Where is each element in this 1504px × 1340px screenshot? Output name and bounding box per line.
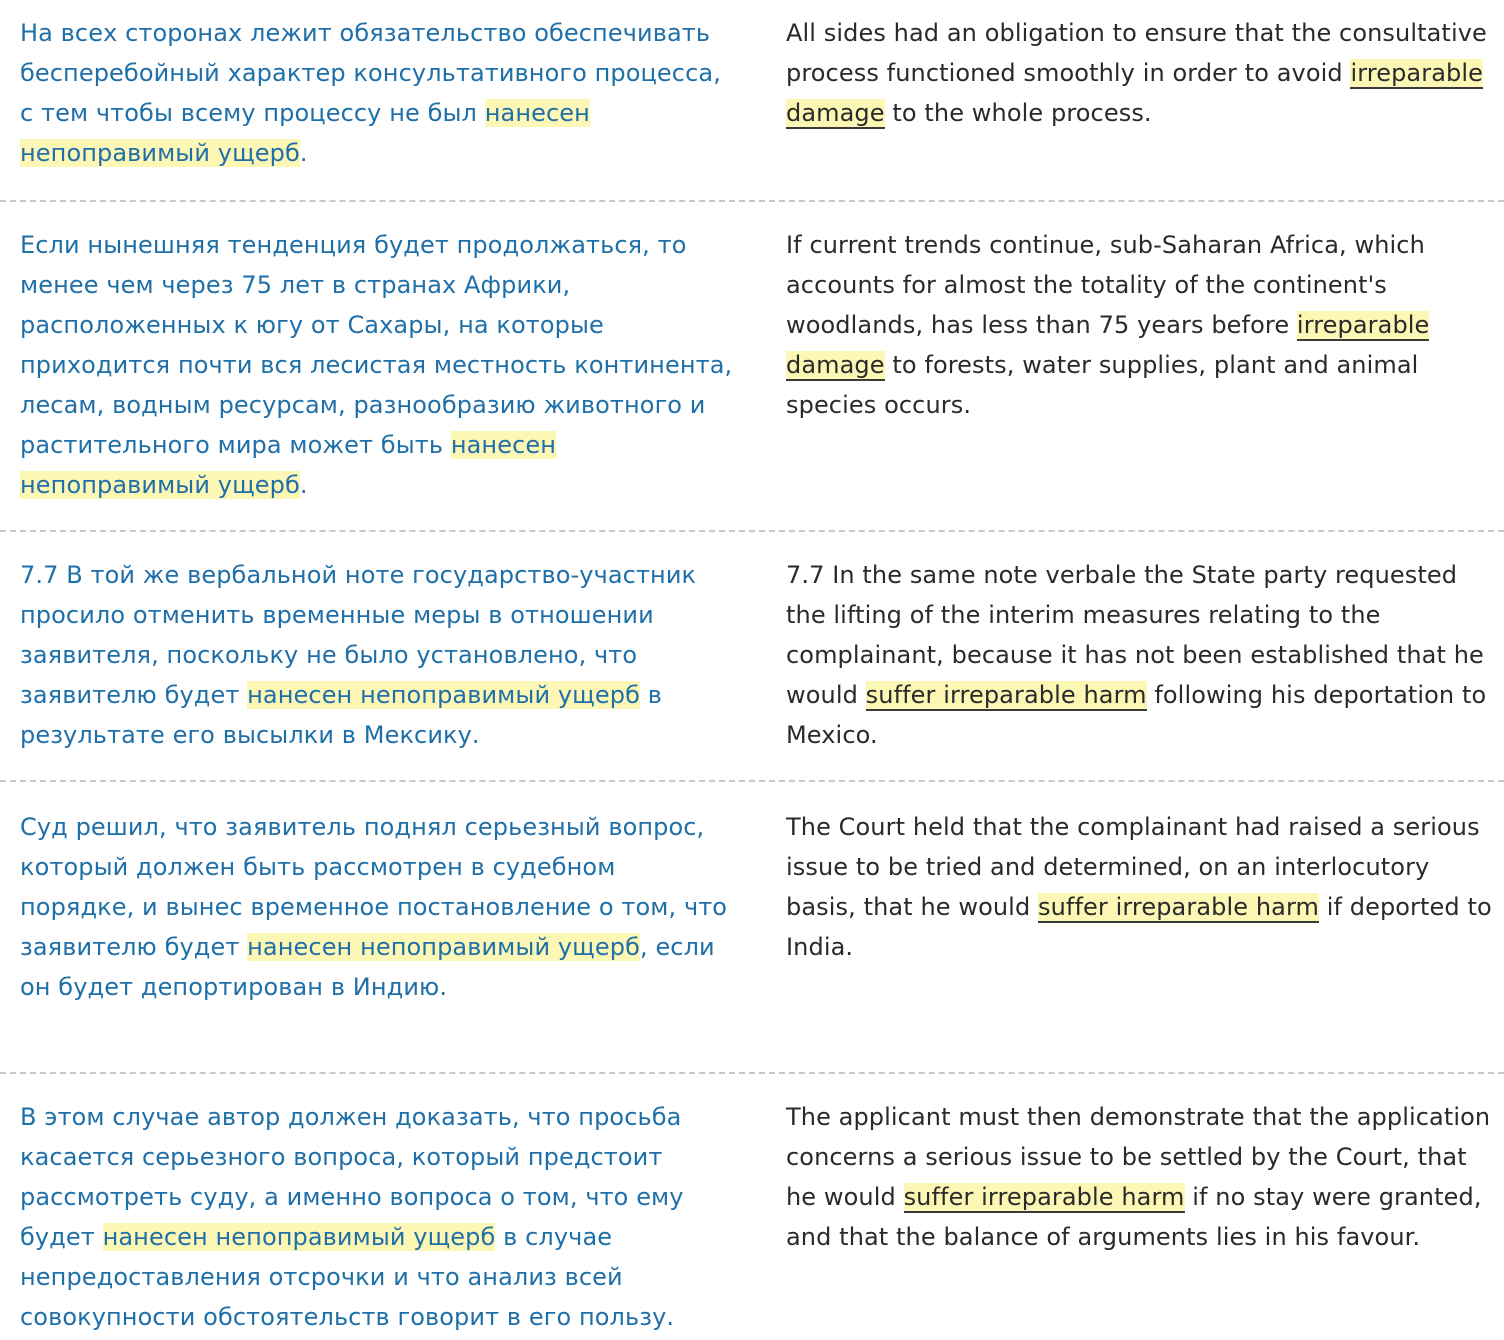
target-text-after: to forests, water supplies, plant and animal species occurs. [786,351,1419,419]
source-text-after: . [299,471,308,499]
target-text-after: if deported to India. [786,893,1492,961]
source-text-after: в случае непредоставления отсрочки и что анализ всей совокупности обстоятельств говорит в его пользу. [20,1223,675,1331]
source-text [20,555,736,755]
example-pair [0,202,1504,532]
source-text-before: В этом случае автор должен доказать, что просьба касается серьезного вопроса, который предстоит рассмотреть суду, а именно вопроса о том, что ему будет [20,1103,684,1251]
source-text [20,807,736,1007]
example-pair [0,0,1504,202]
source-highlight: нанесен непоправимый ущерб [102,1223,496,1251]
target-highlight: irreparable damage [786,311,1430,379]
target-highlight: irreparable damage [786,59,1483,127]
target-text-before: The Court held that the complainant had raised a serious issue to be tried and determined, on an interlocutory basis, that he would [786,813,1480,921]
target-sentence [766,13,1504,200]
target-sentence [766,555,1504,780]
example-pair [0,1074,1504,1340]
target-text-before: All sides had an obligation to ensure that the consultative process functioned smoothly in order to avoid [786,19,1487,87]
source-text [20,225,736,505]
source-highlight: нанесен непоправимый ущерб [247,933,640,961]
target-text-before: If current trends continue, sub-Saharan Africa, which accounts for almost the totality of the continent's woodlands, has less than 75 years before [786,231,1425,339]
source-text [20,1097,736,1337]
source-highlight: нанесен непоправимый ущерб [247,681,640,709]
target-text [786,13,1494,133]
target-sentence [766,1097,1504,1340]
example-pair [0,532,1504,782]
target-text [786,225,1494,425]
source-highlight: нанесен непоправимый ущерб [20,431,557,499]
target-sentence [766,807,1504,1072]
source-sentence [0,807,766,1072]
target-text-before: 7.7 In the same note verbale the State party requested the lifting of the interim measures relating to the complainant, because it has not been established that he would [786,561,1484,709]
source-text-before: Суд решил, что заявитель поднял серьезный вопрос, который должен быть рассмотрен в судебном порядке, и вынес временное постановление о том, что заявителю будет [20,813,728,961]
target-highlight: suffer irreparable harm [1038,893,1319,921]
source-sentence [0,13,766,200]
source-sentence [0,1097,766,1340]
source-text-after: в результате его высылки в Мексику. [20,681,662,749]
source-sentence [0,555,766,780]
source-text-before: На всех сторонах лежит обязательство обеспечивать бесперебойный характер консультативного процесса, с тем чтобы всему процессу не был [20,19,721,127]
target-text-after: following his deportation to Mexico. [786,681,1487,749]
source-text [20,13,736,173]
target-sentence [766,225,1504,530]
target-text [786,1097,1494,1257]
source-text-before: Если нынешняя тенденция будет продолжаться, то менее чем через 75 лет в странах Африки, расположенных к югу от Сахары, на которые приходится почти вся лесистая местность континента, лесам, водным ресурсам, разнообразию животного и растительного мира может быть [20,231,733,459]
source-highlight: нанесен непоправимый ущерб [20,99,590,167]
target-text [786,555,1494,755]
target-text-before: The applicant must then demonstrate that the application concerns a serious issue to be settled by the Court, that he would [786,1103,1491,1211]
source-text-before: 7.7 В той же вербальной ноте государство-участник просило отменить временные меры в отношении заявителя, поскольку не было установлено, что заявителю будет [20,561,697,709]
target-text-after: to the whole process. [884,99,1152,127]
example-pair [0,782,1504,1074]
source-sentence [0,225,766,530]
target-text-after: if no stay were granted, and that the balance of arguments lies in his favour. [786,1183,1482,1251]
source-text-after: , если он будет депортирован в Индию. [20,933,715,1001]
target-highlight: suffer irreparable harm [903,1183,1185,1211]
target-highlight: suffer irreparable harm [865,681,1147,709]
target-text [786,807,1494,967]
source-text-after: . [299,139,308,167]
